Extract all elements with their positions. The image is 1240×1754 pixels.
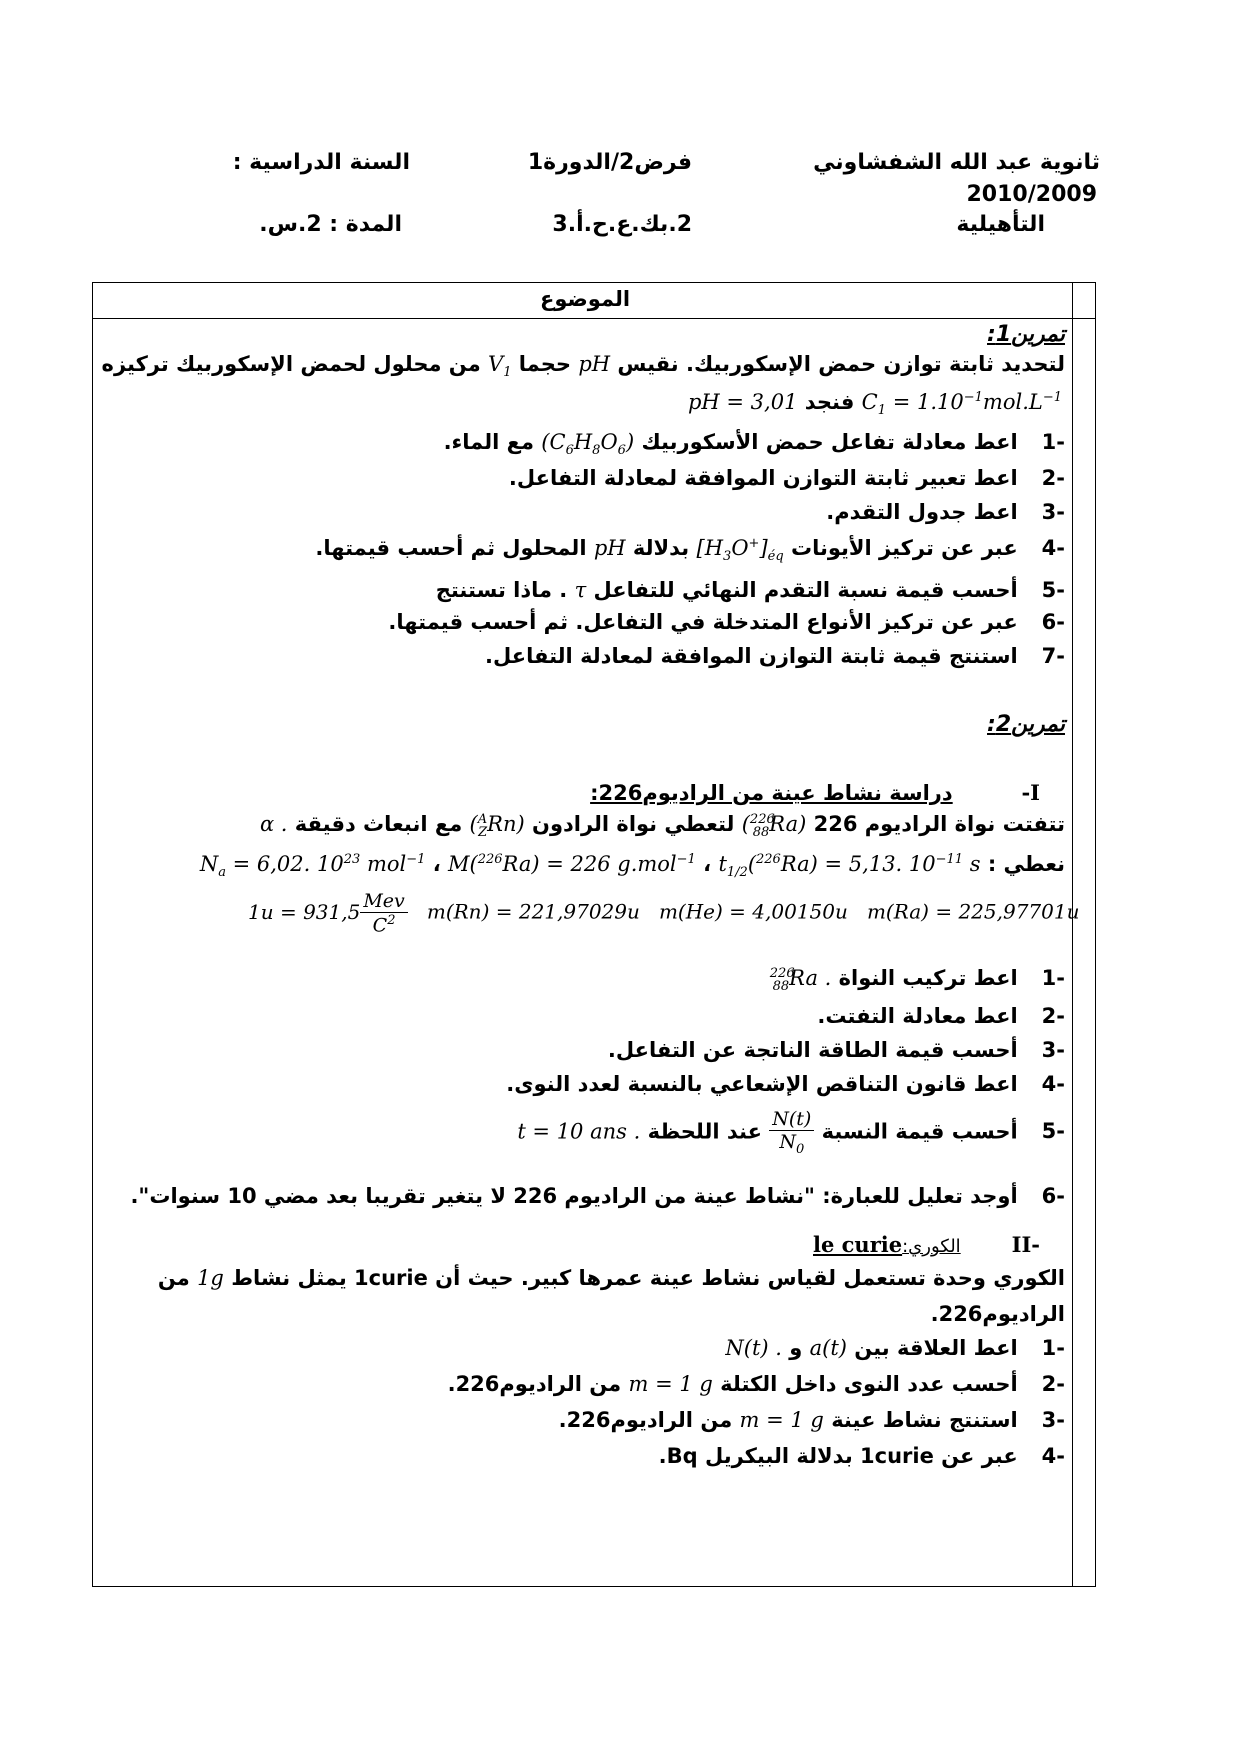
intro-text-a: لتحديد ثابتة توازن حمض الإسكوربيك. نقيس (617, 352, 1065, 376)
hydronium-conc: $[H_3O^+]_{éq}$ (696, 536, 784, 565)
exercise1-title: تمرين1: (987, 322, 1065, 347)
mass-value: m = 1 g (628, 1372, 713, 1396)
ex2-question-5 (517, 1108, 1065, 1157)
ex2-question-3 (608, 1038, 1065, 1062)
decay-text: مع انبعاث دقيقة (294, 812, 463, 836)
frame-divider (92, 318, 1096, 319)
ex1-question-6 (388, 610, 1065, 634)
question-number: -2 (1041, 1372, 1065, 1396)
intro-text: الكوري وحدة تستعمل لقياس نشاط عينة عمرها كبير. حيث أن 1curie يمثل نشاط (231, 1266, 1065, 1290)
ex1-question-3 (826, 500, 1065, 524)
question-text: استنتج قيمة ثابتة التوازن الموافقة لمعادلة التفاعل. (485, 644, 1018, 668)
decay-text: تتفتت نواة الراديوم 226 (813, 812, 1065, 836)
ph-symbol: pH (593, 536, 626, 560)
given-label: نعطي : (987, 852, 1065, 876)
ex1-question-5 (436, 578, 1065, 602)
question-text: عبر عن 1curie بدلالة البيكريل Bq. (658, 1444, 1018, 1468)
ex1-question-2 (509, 466, 1065, 490)
ex1-question-1 (444, 430, 1065, 458)
intro-text: من (157, 1266, 190, 1290)
ph-value: pH = 3,01 (687, 390, 798, 414)
question-text: اعط معادلة تفاعل حمض الأسكوربيك (641, 430, 1018, 454)
question-text: اعط جدول التقدم. (826, 500, 1018, 524)
nuclei-symbol: N(t) . (725, 1336, 782, 1360)
radium-nucleus: ($^{226}_{88}$Ra) (741, 812, 807, 841)
exercise1-concentration (688, 390, 1062, 418)
question-number: -2 (1041, 1004, 1065, 1028)
question-text: عبر عن تركيز الأنواع المتدخلة في التفاعل. ثم أحسب قيمتها. (388, 610, 1018, 634)
one-gram: 1g (197, 1266, 224, 1290)
question-text: مع الماء. (443, 430, 534, 454)
concentration-formula: $C_1 = 1.10^{-1}mol.L^{-1}$ (861, 390, 1062, 419)
exercise1-intro (102, 352, 1065, 380)
mass-ra: m(Ra) = 225,97701u (866, 899, 1080, 924)
part-title: دراسة نشاط عينة من الراديوم226: (590, 781, 953, 805)
part2-heading (813, 1232, 1040, 1257)
intro-text: الراديوم226. (930, 1302, 1065, 1326)
part-title-ar: الكوري: (902, 1236, 961, 1257)
part2-intro-cont (931, 1302, 1065, 1326)
question-number: -5 (1041, 1119, 1065, 1144)
class-label: 2.بك.ع.ح.أ.3 (552, 212, 692, 237)
question-text: عند اللحظة (647, 1119, 762, 1144)
question-text: من الراديوم226. (558, 1408, 733, 1432)
ex1-question-4 (315, 536, 1065, 564)
question-text: اعط تركيب النواة (838, 966, 1018, 990)
school-name: ثانوية عبد الله الشفشاوني (813, 150, 1100, 175)
alpha-symbol: α . (259, 812, 288, 836)
ex2-question-4 (506, 1072, 1065, 1096)
question-number: -7 (1041, 644, 1065, 668)
ascorbic-formula: $(C_6H_8O_6)$ (541, 430, 635, 459)
question-number: -5 (1041, 578, 1065, 602)
part1-heading (590, 780, 1040, 805)
ex2-p2-question-3 (559, 1408, 1065, 1432)
question-number: -1 (1041, 966, 1065, 990)
duration: المدة : 2.س. (259, 212, 402, 237)
tau-symbol: τ (574, 578, 587, 602)
part2-intro (158, 1266, 1065, 1290)
level: التأهيلية (956, 212, 1045, 237)
mass-he: m(He) = 4,00150u (658, 899, 848, 924)
ph-symbol: pH (578, 352, 611, 376)
question-text: استنتج نشاط عينة (831, 1408, 1018, 1432)
question-number: -1 (1041, 430, 1065, 454)
question-number: -4 (1041, 1444, 1065, 1468)
given-data-line: نعطي : $t_{1/2}(^{226}Ra) = 5,13$. $10^{-11}$ s ، M($^{226}$Ra) = 226 g.mol$^{-1}$ ، $N_a = 6,02$. $10^{23}$ mol$^{-1}$ (199, 852, 1065, 881)
question-text: من الراديوم226. (447, 1372, 622, 1396)
ex2-question-2 (817, 1004, 1065, 1028)
test-title: فرض2/الدورة1 (527, 150, 692, 175)
intro-text-b: حجما (518, 352, 572, 376)
question-number: -1 (1041, 1336, 1065, 1360)
exercise2-title: تمرين2: (987, 712, 1065, 737)
question-text: أحسب عدد النوى داخل الكتلة (720, 1372, 1018, 1396)
ex2-p2-question-2 (448, 1372, 1065, 1396)
question-text: اعط معادلة التفتت. (817, 1004, 1018, 1028)
radon-nucleus: ($^A_Z$Rn) (469, 812, 525, 841)
question-text: أوجد تعليل للعبارة: "نشاط عينة من الراديوم 226 لا يتغير تقريبا بعد مضي 10 سنوات". (130, 1184, 1018, 1208)
question-text: المحلول ثم أحسب قيمتها. (315, 536, 587, 560)
question-text: و (789, 1336, 803, 1360)
molar-mass: M($^{226}$Ra) = 226 g.mol$^{-1}$ (448, 852, 696, 876)
part-title-fr: le curie (813, 1232, 903, 1257)
subject-title: الموضوع (540, 287, 631, 311)
ex2-question-6 (130, 1184, 1065, 1208)
ratio-fraction: $\frac{N(t)}{N_0}$ (769, 1108, 814, 1157)
unit-energy: 1u = 931,5 $\frac{\text{Mev}}{C^2}$ (248, 900, 408, 924)
ex1-question-7 (485, 644, 1065, 668)
question-number: -4 (1041, 1072, 1065, 1096)
question-number: -3 (1041, 1408, 1065, 1432)
part-number: -II (1011, 1232, 1040, 1257)
question-text: أحسب قيمة الطاقة الناتجة عن التفاعل. (607, 1038, 1018, 1062)
ex2-question-1 (770, 966, 1065, 994)
mass-value: m = 1 g (739, 1408, 824, 1432)
part-number: I- (1021, 780, 1040, 805)
intro-text-d: فنجد (804, 390, 855, 414)
question-text: . ماذا تستنتج (435, 578, 568, 602)
mass-rn: m(Rn) = 221,97029u (426, 899, 640, 924)
avogadro: $N_a = 6,02$. $10^{23}$ mol$^{-1}$ (199, 852, 426, 881)
question-number: -2 (1041, 466, 1065, 490)
intro-text-c: من محلول لحمض الإسكوربيك تركيزه (101, 352, 481, 376)
question-number: -6 (1041, 610, 1065, 634)
question-number: -6 (1041, 1184, 1065, 1208)
school-year: 2010/2009 (966, 182, 1097, 207)
time-value: t = 10 ans . (517, 1119, 641, 1144)
decay-text: لتعطي نواة الرادون (532, 812, 735, 836)
volume-symbol: $V_1$ (488, 352, 512, 381)
question-text: اعط قانون التناقص الإشعاعي بالنسبة لعدد النوى. (506, 1072, 1018, 1096)
decay-statement (260, 812, 1065, 840)
question-number: -3 (1041, 500, 1065, 524)
question-text: أحسب قيمة نسبة التقدم النهائي للتفاعل (593, 578, 1018, 602)
question-text: عبر عن تركيز الأيونات (790, 536, 1018, 560)
ex2-p2-question-1 (725, 1336, 1065, 1360)
school-year-label: السنة الدراسية : (232, 150, 410, 175)
ex2-p2-question-4 (659, 1444, 1065, 1468)
question-text: بدلالة (632, 536, 690, 560)
half-life: $t_{1/2}(^{226}Ra) = 5,13$. $10^{-11}$ s (718, 852, 981, 881)
question-number: -4 (1041, 536, 1065, 560)
question-number: -3 (1041, 1038, 1065, 1062)
activity-symbol: a(t) (809, 1336, 847, 1360)
question-text: اعط تعبير ثابتة التوازن الموافقة لمعادلة التفاعل. (508, 466, 1018, 490)
mass-data-line (248, 890, 1079, 936)
question-text: اعط العلاقة بين (854, 1336, 1018, 1360)
question-text: أحسب قيمة النسبة (821, 1119, 1018, 1144)
radium-nucleus: $^{226}_{88}$Ra . (769, 966, 832, 995)
